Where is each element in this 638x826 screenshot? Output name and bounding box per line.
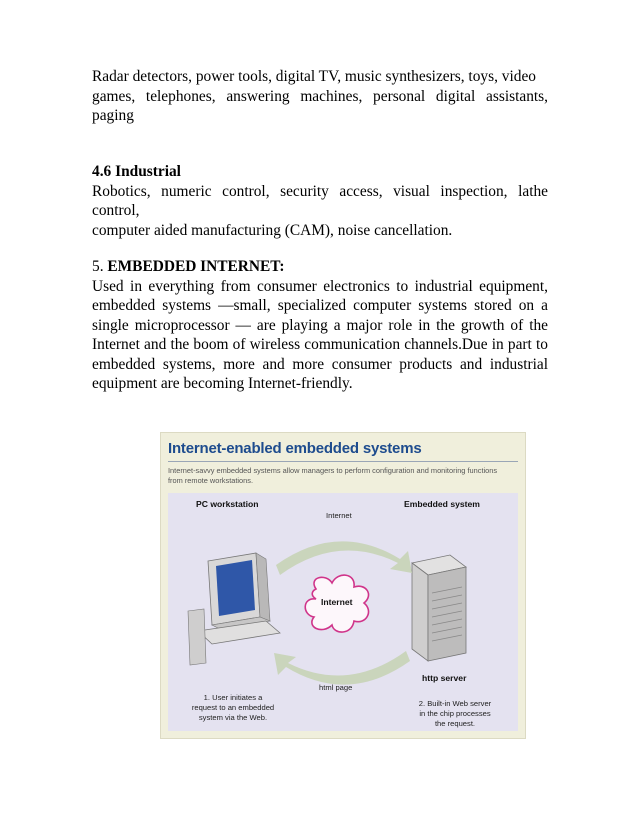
text-line: Radar detectors, power tools, digital TV, music synthesizers, toys, video: [92, 68, 536, 85]
figure-title: Internet-enabled embedded systems: [168, 440, 422, 457]
title-divider: [168, 461, 518, 462]
caption-line: system via the Web.: [198, 713, 268, 722]
arrow-bottom-label: html page: [319, 683, 353, 692]
pc-workstation-label: PC workstation: [196, 499, 259, 509]
caption-line: 2. Built-in Web server: [418, 699, 492, 708]
embedded-system-label: Embedded system: [404, 499, 480, 509]
step-1-caption: [178, 693, 288, 723]
figure-internet-embedded-systems: [160, 432, 526, 739]
section-heading: 4.6 Industrial: [92, 163, 181, 180]
text-line: computer aided manufacturing (CAM), noise cancellation.: [92, 221, 453, 239]
paragraph-embedded-internet: [92, 257, 548, 394]
paragraph-consumer: [92, 67, 548, 126]
section-heading-line: [92, 257, 548, 277]
caption-line: in the chip processes: [419, 709, 491, 718]
internet-cloud-label: Internet: [321, 597, 353, 607]
text-line: Robotics, numeric control, security access, visual inspection, lathe control,: [92, 182, 548, 219]
request-arrow-icon: [276, 541, 412, 575]
text-line: games, telephones, answering machines, personal digital assistants, paging: [92, 87, 548, 124]
section-heading: EMBEDDED INTERNET:: [107, 258, 285, 275]
caption-line: request to an embedded: [191, 703, 275, 712]
arrow-top-label: Internet: [326, 511, 352, 520]
caption-line: 1. User initiates a: [203, 693, 263, 702]
diagram-panel: [168, 493, 518, 731]
response-arrow-icon: [274, 651, 410, 685]
section-number: 5.: [92, 258, 108, 275]
pc-workstation-icon: [188, 553, 280, 665]
paragraph-industrial: [92, 162, 548, 240]
embedded-system-icon: [412, 555, 466, 661]
http-server-label: http server: [422, 673, 467, 683]
step-2-caption: [400, 699, 510, 729]
caption-line: the request.: [434, 719, 476, 728]
paragraph-body: Used in everything from consumer electronics to industrial equipment, embedded systems —small, specialized computer systems stored on a single microprocessor — are playing a major role in the growth of the Internet and the boom of wireless communication channels.Due in part to embedded systems, more and more consumer products and industrial equipment are becoming Internet-friendly.: [92, 277, 548, 392]
figure-subtitle: Internet-savvy embedded systems allow managers to perform configuration and monitoring functions from remote workstations.: [168, 466, 498, 485]
